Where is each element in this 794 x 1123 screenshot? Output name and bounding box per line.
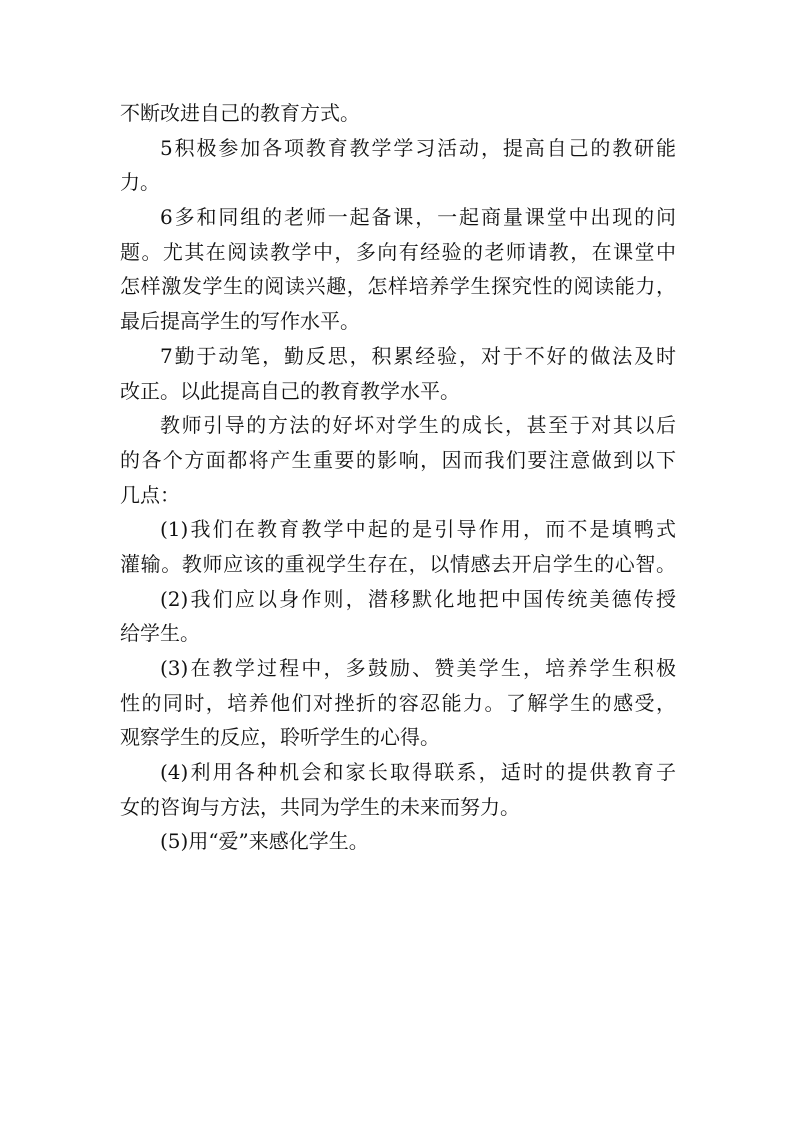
text-line: 5积极参加各项教育教学学习活动，提高自己的教研能 [160, 135, 676, 160]
text-line: (3)在教学过程中，多鼓励、赞美学生，培养学生积极 [160, 656, 676, 680]
text-line: 女的咨询与方法，共同为学生的未来而努力。 [120, 794, 520, 819]
text-line: (2)我们应以身作则，潜移默化地把中国传统美德传授 [160, 586, 676, 611]
text-line: 7勤于动笔，勤反思，积累经验，对于不好的做法及时 [160, 343, 676, 368]
text-line: 不断改进自己的教育方式。 [120, 101, 360, 125]
text-line: 观察学生的反应，聆听学生的心得。 [120, 725, 440, 750]
text-line: 改正。以此提高自己的教育教学水平。 [120, 378, 460, 403]
text-line: 的各个方面都将产生重要的影响，因而我们要注意做到以下 [120, 447, 676, 472]
text-line: 怎样激发学生的阅读兴趣，怎样培养学生探究性的阅读能力， [120, 274, 676, 299]
text-line: 教师引导的方法的好坏对学生的成长，甚至于对其以后 [160, 413, 676, 438]
text-line: 题。尤其在阅读教学中，多向有经验的老师请教，在课堂中 [120, 239, 676, 264]
text-line: (1)我们在教育教学中起的是引导作用，而不是填鸭式 [160, 517, 676, 542]
text-line: 力。 [120, 170, 160, 195]
text-line: 最后提高学生的写作水平。 [120, 309, 360, 334]
text-line: (5)用“爱”来感化学生。 [160, 829, 369, 854]
text-line: 几点： [120, 482, 180, 507]
text-line: 灌输。教师应该的重视学生存在，以情感去开启学生的心智。 [120, 551, 676, 576]
text-line: (4)利用各种机会和家长取得联系，适时的提供教育子 [160, 760, 676, 785]
text-line: 6多和同组的老师一起备课，一起商量课堂中出现的问 [160, 205, 676, 230]
text-line: 性的同时，培养他们对挫折的容忍能力。了解学生的感受， [120, 690, 676, 715]
document-body [120, 96, 676, 859]
text-line: 给学生。 [120, 621, 200, 646]
